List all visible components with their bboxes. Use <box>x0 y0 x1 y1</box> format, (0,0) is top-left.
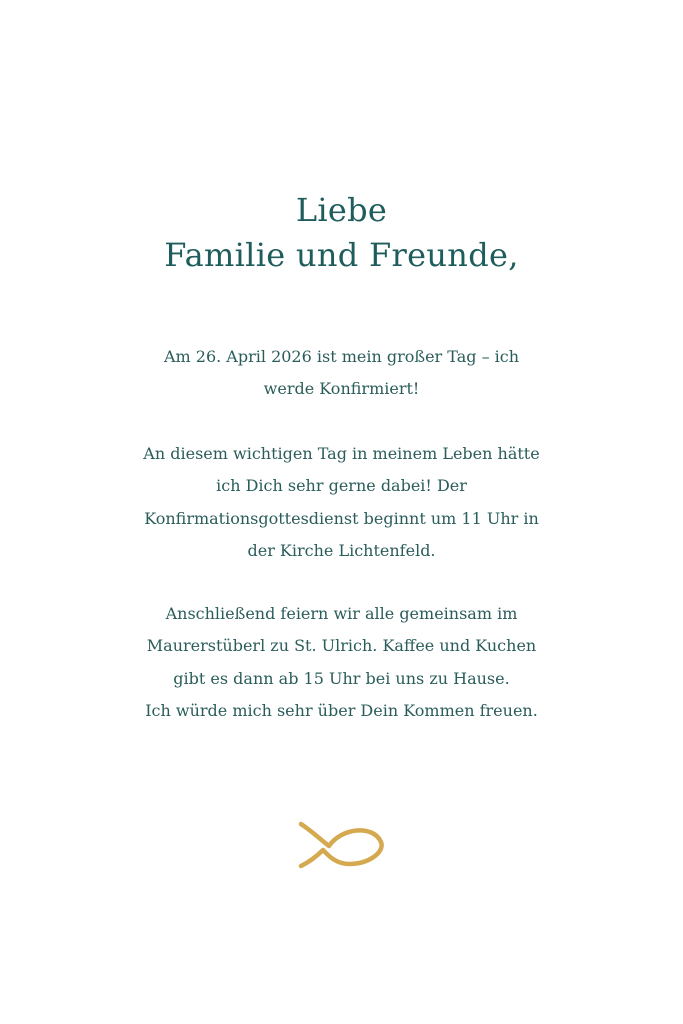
text-line: An diesem wichtigen Tag in meinem Leben hätte <box>143 444 540 463</box>
text-line: ich Dich sehr gerne dabei! Der <box>216 476 467 496</box>
text-line: Konfirmationsgottesdienst beginnt um 11 Uhr in <box>144 508 539 528</box>
text-line: der Kirche Lichtenfeld. <box>247 540 436 560</box>
ichthys-fish-icon <box>297 820 385 870</box>
celebration-paragraph <box>0 598 683 727</box>
service-paragraph <box>0 438 683 567</box>
greeting-line-2: Familie und Freunde, <box>164 236 519 274</box>
text-line: Anschließend feiern wir alle gemeinsam im <box>165 604 518 623</box>
text-line: Am 26. April 2026 ist mein großer Tag – ich <box>163 347 520 366</box>
greeting-line-1: Liebe <box>295 191 388 229</box>
text-line: gibt es dann ab 15 Uhr bei uns zu Hause. <box>173 668 510 688</box>
text-line: Maurerstüberl zu St. Ulrich. Kaffee und Kuchen <box>146 636 537 656</box>
date-paragraph <box>0 341 683 406</box>
greeting-heading <box>0 188 683 278</box>
text-line: Ich würde mich sehr über Dein Kommen freuen. <box>145 700 538 720</box>
text-line: werde Konfirmiert! <box>263 379 420 399</box>
